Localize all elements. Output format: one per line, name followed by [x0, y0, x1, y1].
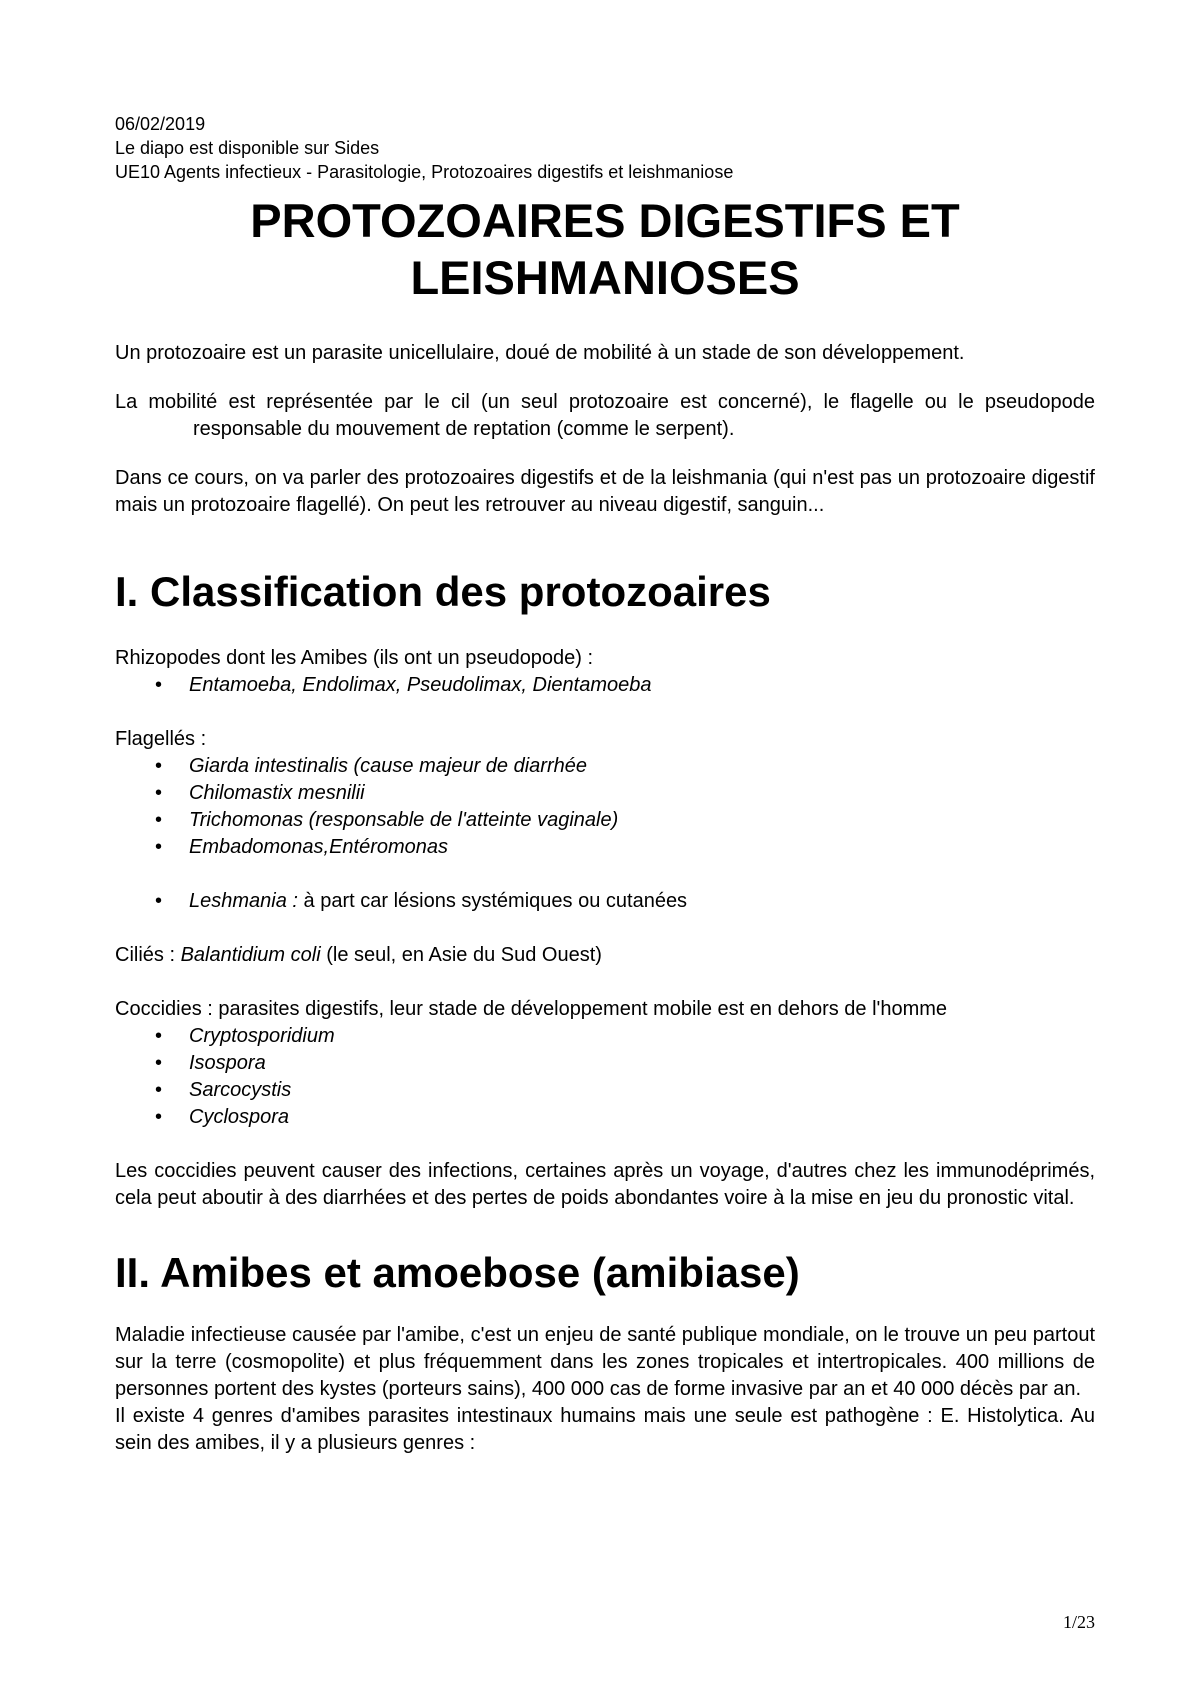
coccidies-list — [115, 1023, 1095, 1131]
amibes-paragraph-1: Maladie infectieuse causée par l'amibe, c'est un enjeu de santé publique mondiale, on le trouve un peu partout sur la terre (cosmopolite) et plus fréquemment dans les zones tropicales et intertropicales. 400 millions de personnes portent des kystes (porteurs sains), 400 000 cas de forme invasive par an et 40 000 décès par an. — [115, 1324, 1095, 1400]
rhizopodes-list — [115, 672, 1095, 699]
flagelles-label: Flagellés : — [115, 728, 207, 750]
list-item: • Isospora — [115, 1050, 1095, 1077]
header-course: UE10 Agents infectieux - Parasitologie, Protozoaires digestifs et leishmaniose — [115, 162, 734, 182]
title-line-1: PROTOZOAIRES DIGESTIFS ET — [250, 194, 960, 247]
title-line-2: LEISHMANIOSES — [410, 251, 800, 304]
bullet-icon: • — [155, 782, 163, 804]
document-page — [115, 112, 1095, 1457]
list-item: • Sarcocystis — [115, 1077, 1095, 1104]
intro-paragraph-2: La mobilité est représentée par le cil (un seul protozoaire est concerné), le flagelle ou le pseudopode responsable du mouvement de reptation (comme le serpent). — [115, 391, 1095, 440]
list-item: • Giarda intestinalis (cause majeur de diarrhée — [115, 753, 1095, 780]
section-1-heading: I. Classification des protozoaires — [115, 568, 771, 615]
leshmania-desc: à part car lésions systémiques ou cutanées — [297, 890, 688, 912]
list-item — [115, 888, 1095, 915]
document-title — [115, 192, 1095, 306]
cilies-name: Balantidium coli — [180, 944, 321, 966]
coccidies-paragraph: Les coccidies peuvent causer des infections, certaines après un voyage, d'autres chez les immunodéprimés, cela peut aboutir à des diarrhées et des pertes de poids abondantes voire à la mise en jeu du pronostic vital. — [115, 1160, 1095, 1209]
intro-paragraph-1: Un protozoaire est un parasite unicellulaire, doué de mobilité à un stade de son développement. — [115, 342, 965, 364]
bullet-icon: • — [155, 890, 163, 912]
list-item: • Embadomonas,Entéromonas — [115, 834, 1095, 861]
list-item: • Chilomastix mesnilii — [115, 780, 1095, 807]
intro-paragraph-3: Dans ce cours, on va parler des protozoaires digestifs et de la leishmania (qui n'est pas un protozoaire digestif mais un protozoaire flagellé). On peut les retrouver au niveau digestif, sanguin... — [115, 467, 1095, 516]
list-item: • Entamoeba, Endolimax, Pseudolimax, Dientamoeba — [115, 672, 1095, 699]
bullet-icon: • — [155, 1106, 163, 1128]
bullet-icon: • — [155, 836, 163, 858]
list-item: • Trichomonas (responsable de l'atteinte vaginale) — [115, 807, 1095, 834]
leshmania-name: Leshmania : — [189, 890, 298, 912]
list-item: • Cyclospora — [115, 1104, 1095, 1131]
bullet-icon: • — [155, 755, 163, 777]
flagelles-list — [115, 753, 1095, 861]
amibes-paragraph-2: Il existe 4 genres d'amibes parasites intestinaux humains mais une seule est pathogène : E. Histolytica. Au sein des amibes, il y a plusieurs genres : — [115, 1405, 1095, 1454]
leshmania-list — [115, 888, 1095, 915]
bullet-icon: • — [155, 674, 163, 696]
bullet-icon: • — [155, 1079, 163, 1101]
bullet-icon: • — [155, 1025, 163, 1047]
bullet-icon: • — [155, 1052, 163, 1074]
bullet-icon: • — [155, 809, 163, 831]
page-number: 1/23 — [1062, 1612, 1095, 1632]
header-note: Le diapo est disponible sur Sides — [115, 138, 380, 158]
rhizopodes-label: Rhizopodes dont les Amibes (ils ont un pseudopode) : — [115, 647, 594, 669]
coccidies-label: Coccidies : parasites digestifs, leur stade de développement mobile est en dehors de l'homme — [115, 998, 948, 1020]
list-item: • Cryptosporidium — [115, 1023, 1095, 1050]
header-date: 06/02/2019 — [115, 114, 206, 134]
cilies-line: Ciliés : Balantidium coli (le seul, en Asie du Sud Ouest) — [115, 944, 602, 966]
section-2-heading: II. Amibes et amoebose (amibiase) — [115, 1249, 800, 1296]
